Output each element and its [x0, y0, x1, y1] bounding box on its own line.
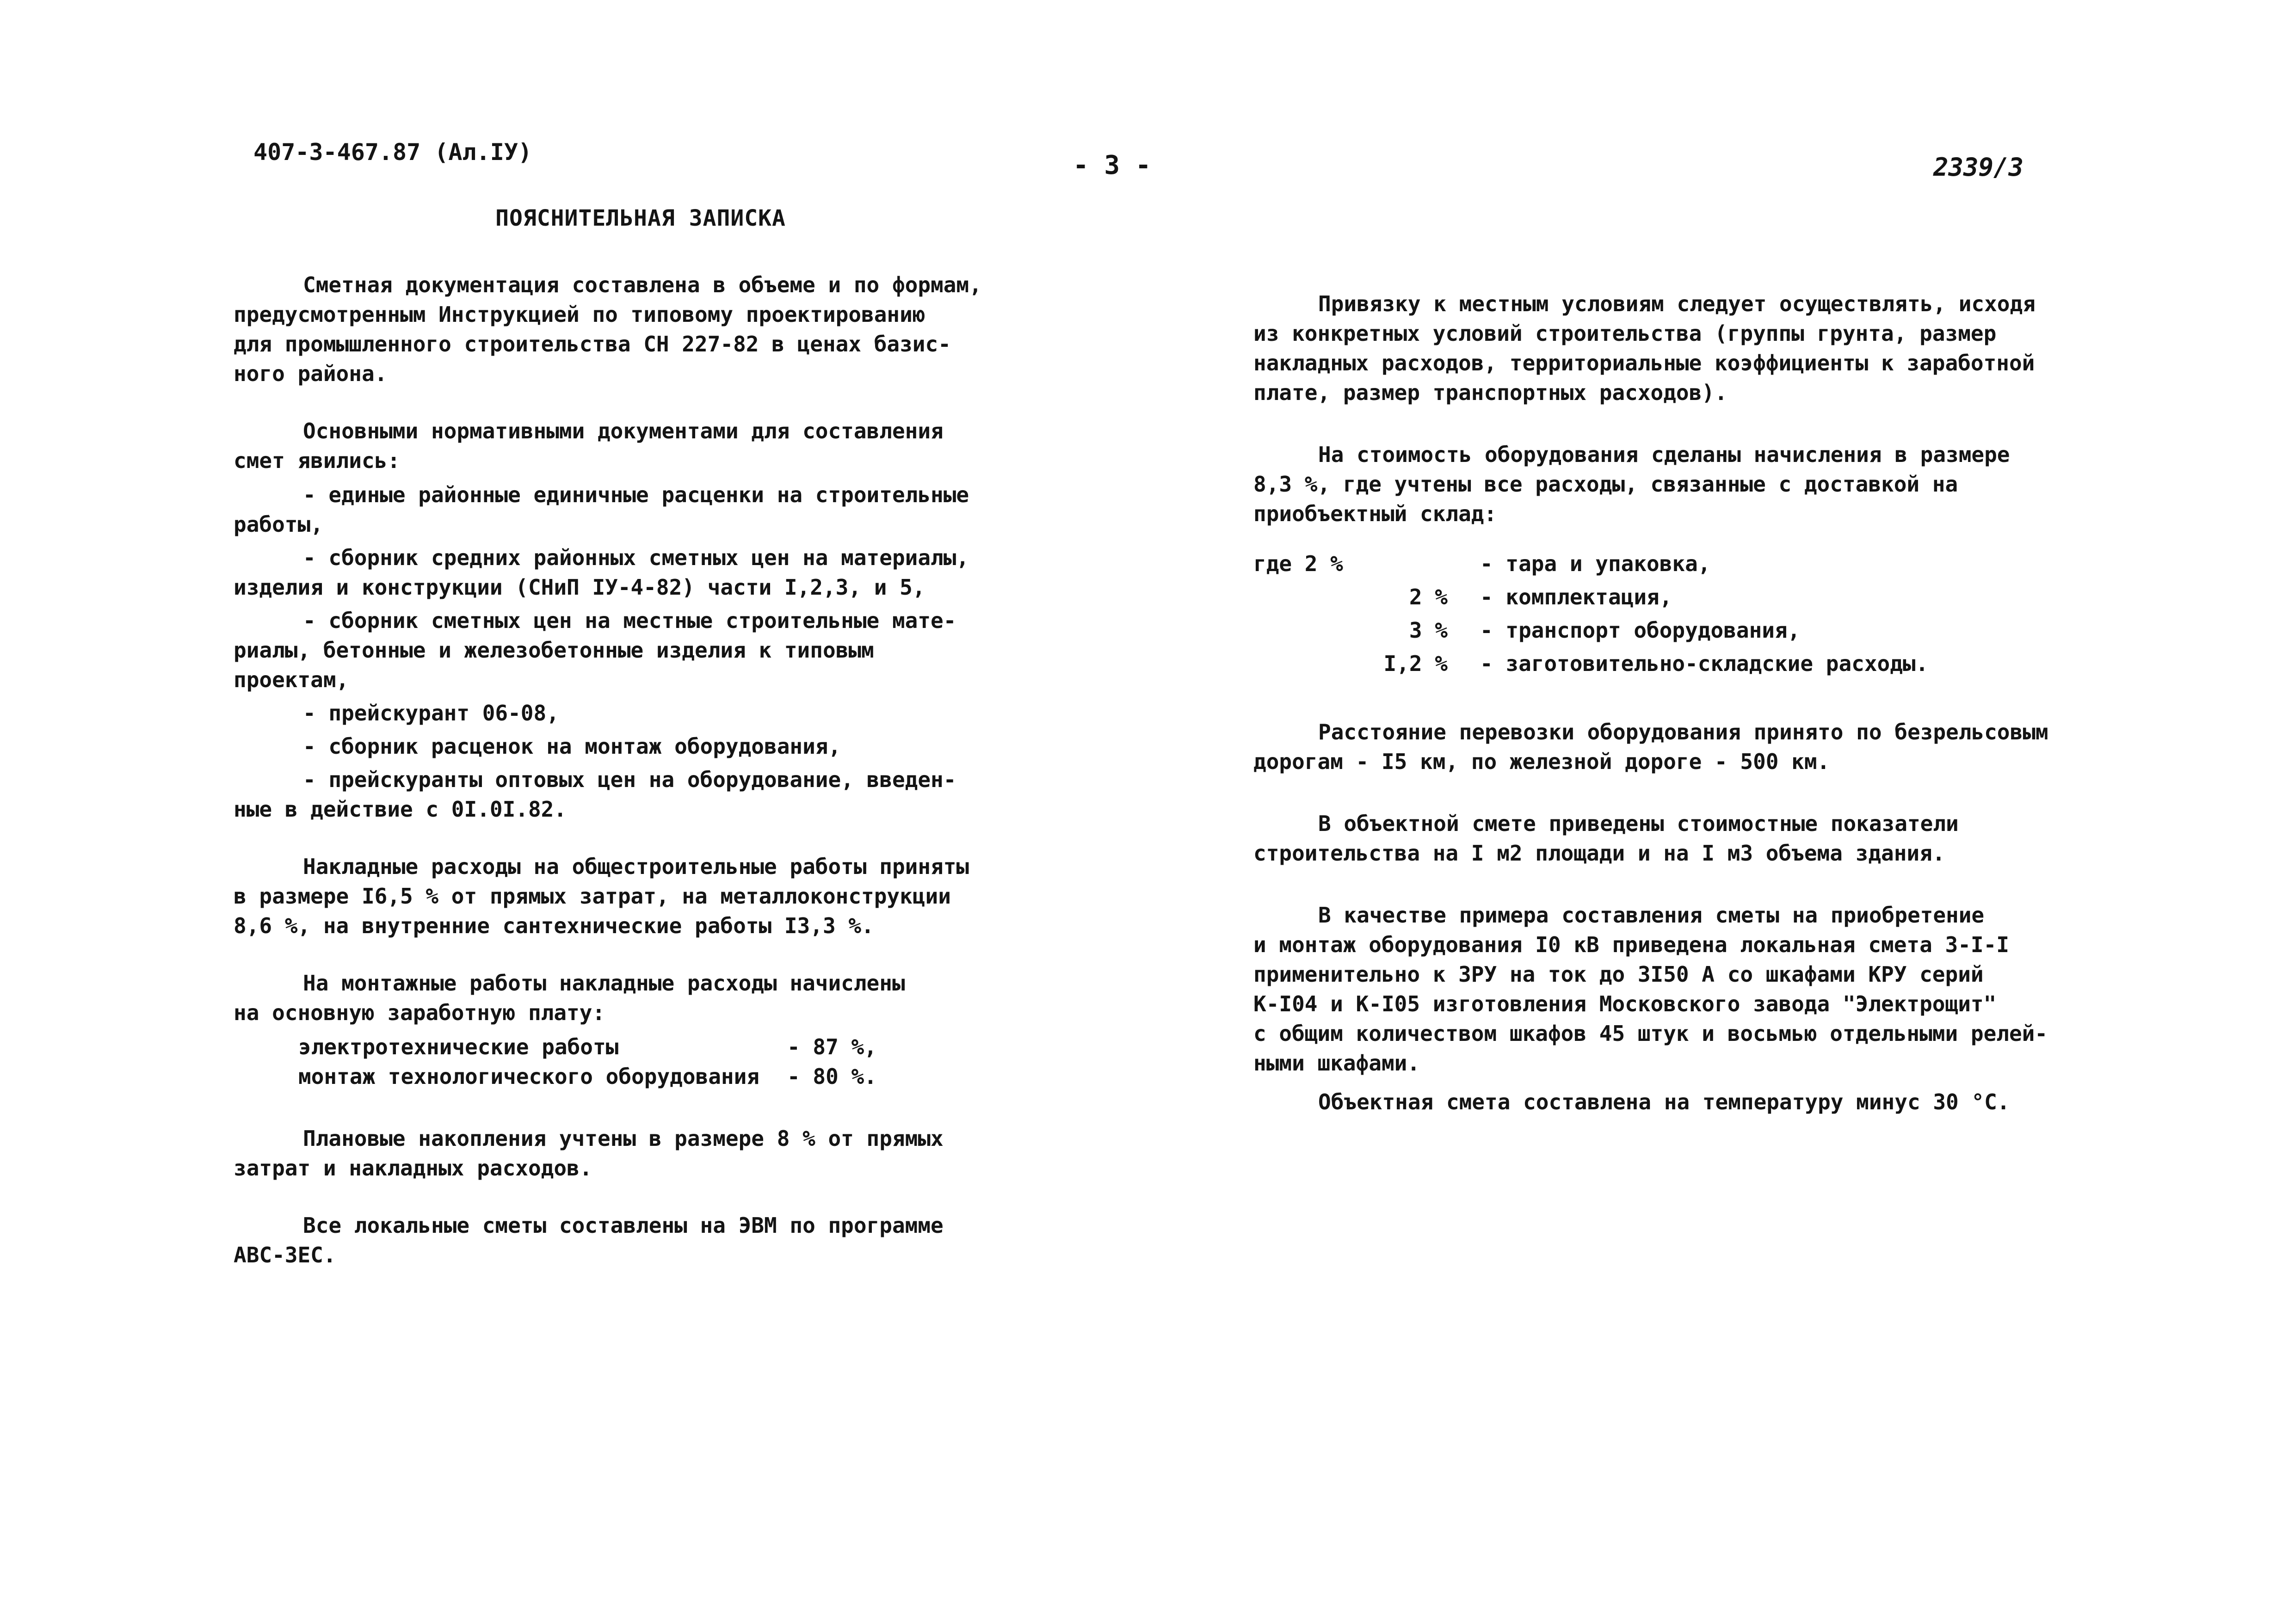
- list-item: - прейскурант 06-08,: [303, 701, 559, 726]
- table-row: [1253, 580, 1928, 614]
- rate-value: - 80 %.: [787, 1064, 877, 1089]
- charge-percent: 3 %: [1409, 618, 1448, 643]
- paragraph-overhead-general: Накладные расходы на общестроительные работы приняты в размере I6,5 % от прямых затрат, на металлоконструкции 8,6 %, на внутренние сантехнические работы I3,3 %.: [234, 854, 969, 938]
- paragraph-example-estimate: В качестве примера составления сметы на приобретение и монтаж оборудования I0 кВ приведена локальная смета 3-I-I применительно к ЗРУ на ток до 3I50 А со шкафами КРУ серий К-I04 и К-I05 изготовления Московского завода "Электрощит" с общим количеством шкафов 45 штук и восьмью отдельными релей- ными шкафами.: [1253, 903, 2048, 1076]
- paragraph-temperature: Объектная смета составлена на температуру минус 30 °С.: [1318, 1089, 2010, 1114]
- page-header: [0, 0, 2295, 194]
- normative-docs-list: [234, 480, 1029, 824]
- right-column: [1253, 289, 2095, 1149]
- page-number: - 3 -: [1073, 150, 1151, 180]
- list-item: - сборник средних районных сметных цен на материалы, изделия и конструкции (СНиП IУ-4-82) части I,2,3, и 5,: [234, 545, 969, 600]
- installation-rates-table: [298, 1032, 877, 1091]
- equipment-charges-table: [1253, 547, 1928, 680]
- table-row: [1253, 647, 1928, 680]
- list-item: - сборник расценок на монтаж оборудования,: [303, 734, 841, 759]
- charge-description: - тара и упаковка,: [1480, 551, 1711, 576]
- paragraph-overhead-installation: На монтажные работы накладные расходы начислены на основную заработную плату:: [234, 971, 905, 1025]
- paragraph-scope: Сметная документация составлена в объеме и по формам, предусмотренным Инструкцией по типовому проектированию для промышленного строительства СН 227-82 в ценах базис- ного района.: [234, 272, 982, 386]
- charge-percent: I,2 %: [1383, 651, 1448, 676]
- rate-label: электротехнические работы: [298, 1034, 619, 1059]
- list-item: - прейскуранты оптовых цен на оборудование, введен- ные в действие с 0I.0I.82.: [234, 767, 956, 822]
- paragraph-equipment-charges: На стоимость оборудования сделаны начисления в размере 8,3 %, где учтены все расходы, связанные с доставкой на приобъектный склад:: [1253, 442, 2010, 526]
- paragraph-local-conditions: Привязку к местным условиям следует осуществлять, исходя из конкретных условий строительства (группы грунта, размер накладных расходов, территориальные коэффициенты к заработной плате, размер транспортных расходов).: [1253, 291, 2036, 405]
- table-row: [1253, 547, 1928, 580]
- table-row: [1253, 614, 1928, 647]
- paragraph-transport-distance: Расстояние перевозки оборудования принято по безрельсовым дорогам - I5 км, по железной дороге - 500 км.: [1253, 720, 2048, 774]
- table-row: [298, 1032, 877, 1062]
- list-item: - сборник сметных цен на местные строительные мате- риалы, бетонные и железобетонные изделия к типовым проектам,: [234, 608, 956, 692]
- document-code: 407-3-467.87 (Ал.IУ): [253, 139, 532, 166]
- charge-percent: где 2 %: [1253, 551, 1343, 576]
- page-title: ПОЯСНИТЕЛЬНАЯ ЗАПИСКА: [495, 205, 786, 231]
- paragraph-normative-docs: Основными нормативными документами для составления смет явились:: [234, 418, 944, 473]
- charge-description: - комплектация,: [1480, 584, 1672, 609]
- charge-description: - транспорт оборудования,: [1480, 618, 1801, 643]
- table-row: [298, 1062, 877, 1091]
- paragraph-object-estimate: В объектной смете приведены стоимостные показатели строительства на I м2 площади и на I м3 объема здания.: [1253, 811, 1959, 866]
- rate-value: - 87 %,: [787, 1034, 877, 1059]
- list-item: - единые районные единичные расценки на строительные работы,: [234, 482, 969, 537]
- paragraph-computer-program: Все локальные сметы составлены на ЭВМ по программе АВС-ЗЕС.: [234, 1213, 944, 1267]
- rate-label: монтаж технологического оборудования: [298, 1064, 759, 1089]
- charge-percent: 2 %: [1409, 584, 1448, 609]
- paragraph-planned-savings: Плановые накопления учтены в размере 8 % от прямых затрат и накладных расходов.: [234, 1126, 944, 1181]
- left-column: [234, 203, 1029, 1298]
- sheet-code: 2339/3: [1933, 153, 2024, 182]
- charge-description: - заготовительно-складские расходы.: [1480, 651, 1929, 676]
